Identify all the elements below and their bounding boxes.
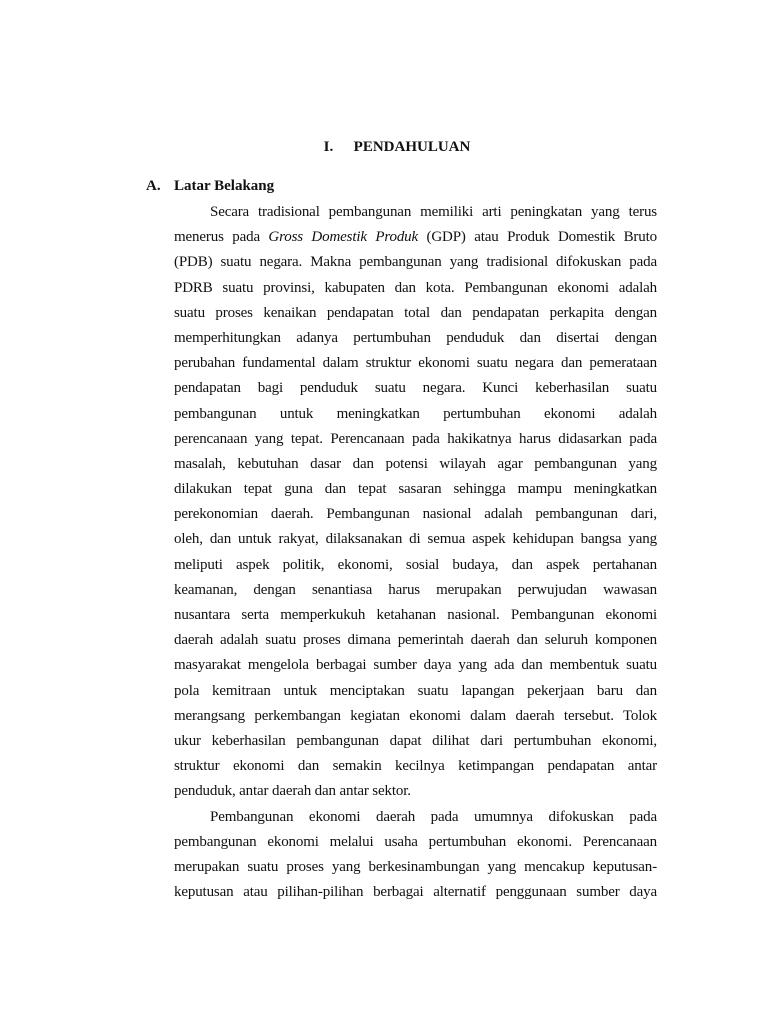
text-segment: menerus pada (174, 229, 269, 246)
paragraph-line: daerah adalah suatu proses dimana pemerintah daerah dan seluruh komponen (174, 632, 657, 649)
paragraph-line: suatu proses kenaikan pendapatan total dan pendapatan perkapita dengan (174, 304, 657, 321)
section-title: Latar Belakang (174, 178, 275, 194)
paragraph-line (174, 225, 657, 250)
paragraph-line: pendapatan bagi penduduk suatu negara. Kunci keberhasilan suatu (174, 380, 657, 397)
paragraph-line: perekonomian daerah. Pembangunan nasional adalah pembangunan dari, (174, 506, 657, 523)
paragraph-line: masyarakat mengelola berbagai sumber daya yang ada dan membentuk suatu (174, 657, 657, 674)
paragraph-line: perubahan fundamental dalam struktur ekonomi suatu negara dan pemerataan (174, 355, 657, 372)
paragraph-line: memperhitungkan adanya pertumbuhan penduduk dan disertai dengan (174, 329, 657, 346)
chapter-title-text: PENDAHULUAN (353, 139, 471, 155)
paragraph-line: nusantara serta memperkukuh ketahanan nasional. Pembangunan ekonomi (174, 607, 657, 623)
paragraph-line: oleh, dan untuk rakyat, dilaksanakan di semua aspek kehidupan bangsa yang (174, 531, 657, 548)
paragraph-line: penduduk, antar daerah dan antar sektor. (174, 783, 411, 800)
paragraph-line: struktur ekonomi dan semakin kecilnya ketimpangan pendapatan antar (174, 758, 657, 775)
paragraph-line: pola kemitraan untuk menciptakan suatu lapangan pekerjaan baru dan (174, 682, 657, 699)
paragraph-line: merupakan suatu proses yang berkesinambungan yang mencakup keputusan- (174, 858, 657, 875)
text-segment: (GDP) atau Produk Domestik Bruto (418, 229, 657, 246)
paragraph-line: keamanan, dengan senantiasa harus merupakan perwujudan wawasan (174, 581, 657, 598)
paragraph-line: merangsang perkembangan kegiatan ekonomi dalam daerah tersebut. Tolok (174, 707, 657, 724)
paragraph-line: keputusan atau pilihan-pilihan berbagai alternatif penggunaan sumber daya (174, 884, 657, 901)
section-heading (146, 175, 274, 197)
paragraph-line: Pembangunan ekonomi daerah pada umumnya difokuskan pada (210, 808, 657, 825)
chapter-title (0, 136, 768, 158)
paragraph-line: meliputi aspek politik, ekonomi, sosial budaya, dan aspek pertahanan (174, 556, 657, 573)
paragraph (174, 805, 657, 906)
chapter-number: I. (323, 139, 334, 155)
paragraph-line: pembangunan ekonomi melalui usaha pertumbuhan ekonomi. Perencanaan (174, 833, 657, 850)
paragraph-line: perencanaan yang tepat. Perencanaan pada hakikatnya harus didasarkan pada (174, 430, 657, 447)
paragraph-line: ukur keberhasilan pembangunan dapat dilihat dari pertumbuhan ekonomi, (174, 732, 657, 749)
paragraph-line: (PDB) suatu negara. Makna pembangunan yang tradisional difokuskan pada (174, 254, 657, 271)
paragraph-line: Secara tradisional pembangunan memiliki arti peningkatan yang terus (210, 204, 657, 220)
paragraph (174, 200, 657, 805)
paragraph-line: dilakukan tepat guna dan tepat sasaran sehingga mampu meningkatkan (174, 481, 657, 498)
body-text (174, 200, 657, 905)
section-letter: A. (146, 178, 161, 194)
paragraph-line: pembangunan untuk meningkatkan pertumbuhan ekonomi adalah (174, 405, 657, 422)
paragraph-line: masalah, kebutuhan dasar dan potensi wilayah agar pembangunan yang (174, 455, 657, 472)
italic-term: Gross Domestik Produk (268, 229, 419, 246)
paragraph-line: PDRB suatu provinsi, kabupaten dan kota. Pembangunan ekonomi adalah (174, 279, 657, 296)
